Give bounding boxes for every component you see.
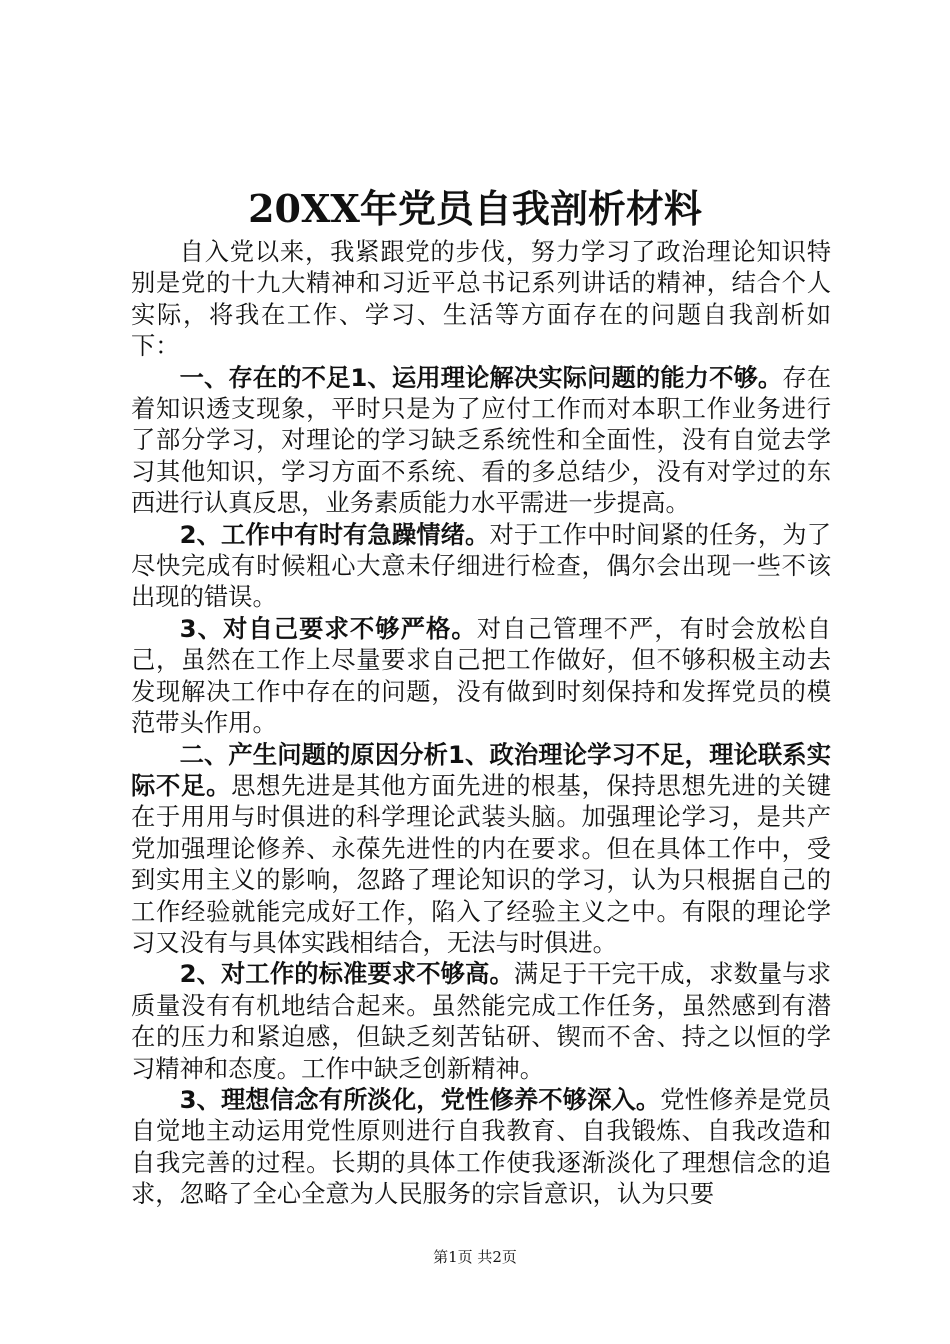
point-heading: 2、工作中有时有急躁情绪。 [179, 519, 490, 549]
paragraph-text: 对于工作中时间紧的任务，为了尽快完成有时候粗心大意未仔细进行检查，偶尔会出现一些不该出现的错误。 [131, 519, 831, 612]
paragraph-text: 满足于干完干成，求数量与求质量没有有机地结合起来。虽然能完成工作任务，虽然感到有潜在的压力和紧迫感，但缺乏刻苦钻研、锲而不舍、持之以恒的学习精神和态度。工作中缺乏创新精神。 [131, 959, 832, 1083]
paragraph-text: 党性修养是党员自觉地主动运用党性原则进行自我教育、自我锻炼、自我改造和自我完善的过程。长期的具体工作使我逐渐淡化了理想信念的追求，忽略了全心全意为人民服务的宗旨意识，认为只要 [131, 1084, 832, 1209]
paragraph [131, 1084, 831, 1210]
document-body [131, 236, 831, 1210]
paragraph-text: 存在着知识透支现象，平时只是为了应付工作而对本职工作业务进行了部分学习，对理论的学习缺乏系统性和全面性，没有自觉去学习其他知识，学习方面不系统、看的多总结少，没有对学过的东西进行认真反思，业务素质能力水平需进一步提高。 [131, 362, 831, 518]
paragraph [131, 236, 831, 362]
paragraph-text: 自入党以来，我紧跟党的步伐，努力学习了政治理论知识特别是党的十九大精神和习近平总书记系列讲话的精神，结合个人实际，将我在工作、学习、生活等方面存在的问题自我剖析如下： [131, 237, 831, 361]
paragraph [131, 739, 831, 959]
document-title: 20XX年党员自我剖析材料 [248, 186, 702, 231]
paragraph [131, 519, 831, 613]
paragraph [131, 958, 831, 1084]
paragraph-text: 思想先进是其他方面先进的根基，保持思想先进的关键在于用用与时俱进的科学理论武装头脑。加强理论学习，是共产党加强理论修养、永葆先进性的内在要求。但在具体工作中，受到实用主义的影响，忽路了理论知识的学习，认为只根据自己的工作经验就能完成好工作，陷入了经验主义之中。有限的理论学习又没有与具体实践相结合，无法与时俱进。 [131, 770, 832, 957]
section-heading: 一、存在的不足1、运用理论解决实际问题的能力不够。 [179, 362, 783, 392]
paragraph-text: 对自己管理不严，有时会放松自己，虽然在工作上尽量要求自己把工作做好，但不够积极主动去发现解决工作中存在的问题，没有做到时刻保持和发挥党员的模范带头作用。 [131, 613, 832, 738]
point-heading: 2、对工作的标准要求不够高。 [179, 959, 514, 989]
point-heading: 3、对自己要求不够严格。 [179, 613, 477, 643]
paragraph [131, 362, 831, 519]
section-heading: 二、产生问题的原因分析1、政治理论学习不足，理论联系实际不足。 [131, 739, 831, 800]
paragraph [131, 613, 831, 739]
page-footer: 第1页 共2页 [433, 1248, 517, 1266]
point-heading: 3、理想信念有所淡化，党性修养不够深入。 [179, 1084, 661, 1114]
